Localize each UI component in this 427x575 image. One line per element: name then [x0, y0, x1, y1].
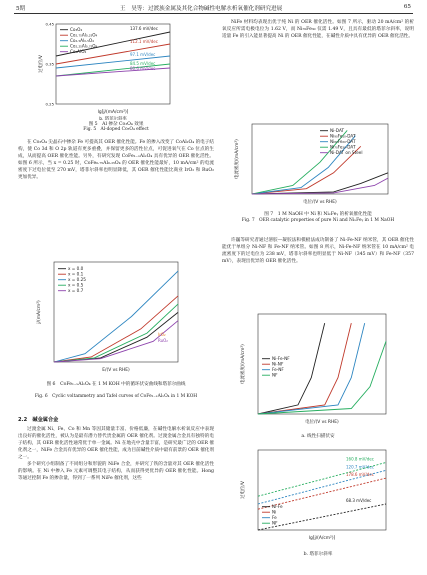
figure-6-caption-en: Fig. 6 Cyclic voltammetry and Tafel curves of CoFe₁₋ₓAlₓO₄ in 1 M KOH	[34, 394, 198, 399]
section-heading: 2.2 碱金属合金	[18, 417, 59, 423]
series-line	[252, 173, 388, 194]
legend-label: Ni-Fe-NF	[272, 356, 290, 361]
figure-8b-subcaption: b. 塔菲尔斜率	[303, 552, 333, 557]
reference-label: IrO₂	[158, 332, 166, 337]
plot-frame	[258, 450, 386, 530]
legend-label: Fe	[272, 515, 277, 520]
legend-label: NF	[272, 372, 278, 378]
slope-label: 84.5 mV/dec	[130, 61, 156, 66]
legend-label: Ni-NF	[272, 361, 284, 367]
figure-7-caption-cn: 图 7 1 M NaOH 中 Ni 和 NiₓFeᵧ 的析氧催化性能	[264, 212, 372, 217]
legend-label: Ni-DAT on Steel	[330, 150, 363, 155]
x-axis-label: 电位/(V vs RHE)	[303, 200, 337, 205]
slope-label: 160.8 mV/dec	[346, 456, 374, 462]
figure-6-caption-cn: 图 6 CoFe₁₋ₓAlₓO₄ 在 1 M KOH 中的循环伏安曲线和塔菲尔曲线	[46, 382, 186, 387]
legend-label: Co₂.₅Al₀.₅O₄	[70, 38, 94, 43]
left-paragraph-1	[18, 140, 214, 260]
paragraph: 许巍等研究者通过溶胶—凝胶法和模板法成功制备了 Ni-Fe-NF 纳米管，其 OER 催化性能优于单组分 Ni-NF 和 Fe-NF 纳米管。如图 8 所示，Ni-Fe-NF 纳米管在 10 mA/cm² 电流密度下的过电位为 238 mV，塔菲尔斜率也明显低于 Ni-NF（345 mV）和 Fe-NF（357 mV），表现出优异的 OER 催化活性。	[222, 238, 414, 264]
paragraph: 在 Co₃O₄ 尖晶石中掺杂 Fe 可提高其 OER 催化性能。Fe 的掺入改变了 CoAl₂O₄ 的电子结构，使 Co 3d 和 O 2p 轨道有更多重叠，并保留更多的活性位点，可促进氧气在 Co 位点的生成，从而提高 OER 催化性能。另外，有研究发现 CoFe₁₋ₓAlₓO₄ 具有优异的 OER 催化活性。如图 6 所示，当 x = 0.25 时，CoFe₀.₇₅Al₀.₂₅O₄ 的 OER 催化性能最好，10 mA/cm² 的电流密度下过电位低至 270 mV，塔菲尔斜率也明显降低，其 OER 催化性能比商业 IrO₂ 和 RuO₂ 更加优异。	[18, 140, 214, 180]
figure-8b-chart	[222, 446, 414, 550]
slope-label: 137.6 mV/dec	[130, 26, 158, 31]
figure-8a	[222, 310, 414, 434]
legend-label: Co₃O₄	[70, 27, 83, 32]
legend-label: NF	[272, 520, 278, 526]
legend-label: x = 0.25	[68, 277, 86, 282]
slope-label: 97.1 mV/dec	[130, 52, 156, 57]
legend-label: Fe-NF	[272, 367, 284, 372]
legend-label: Co₂AlO₄	[70, 49, 87, 54]
plot-frame	[252, 124, 388, 194]
figure-5-chart	[18, 22, 214, 120]
series-line	[258, 323, 325, 414]
y-axis-label: 过电位/V	[39, 55, 44, 73]
legend-label: x = 0.1	[68, 271, 84, 277]
figure-7	[222, 122, 414, 208]
y-axis-label: 电流密度/(mA/cm²)	[241, 344, 246, 384]
x-axis-label: lg[j/(mA/cm²)]	[97, 110, 129, 115]
slope-label: 120.7 mV/dec	[346, 464, 374, 470]
figure-8a-chart	[222, 310, 414, 434]
series-line	[258, 463, 386, 497]
legend-label: Ni₇₀Fe₃₀-DAT	[330, 144, 356, 150]
figure-7-caption-en: Fig. 7 OER catalytic properties of pure Ni and NiₓFeᵧ in 1 M NaOH	[241, 218, 395, 223]
x-axis-label: lg[j/(A/cm²)]	[308, 536, 336, 541]
y-axis-label: 电流密度/(mA/cm²)	[235, 139, 240, 179]
y-axis-label: 过电位/V	[241, 481, 246, 499]
slope-label: 178.6 mV/dec	[346, 472, 374, 478]
legend-label: x = 0.0	[68, 266, 84, 271]
figure-5-caption-en: Fig. 5 Al-doped Co₃O₄ effect	[83, 127, 149, 132]
y-axis-label: j/(mA/cm²)	[37, 300, 42, 324]
legend-label: Ni-Fe	[272, 504, 283, 509]
slope-label: 68.3 mV/dec	[346, 498, 372, 504]
y-tick-label: 0.35	[45, 61, 54, 67]
page-journal-issue: 5期	[16, 6, 26, 12]
figure-6-chart	[18, 258, 214, 380]
figure-6	[18, 258, 214, 380]
series-line	[258, 341, 386, 414]
subcaption: b. 塔菲尔斜率	[99, 117, 127, 120]
legend-label: Ni	[272, 509, 277, 515]
legend-label: x = 0.7	[68, 288, 84, 293]
x-axis-label: E/(V vs RHE)	[102, 368, 130, 373]
figure-8a-subcaption: a. 线性扫描伏安	[301, 434, 335, 439]
legend-label: Co₂.₂₅Al₀.₇₅O₄	[70, 43, 98, 49]
figure-7-chart	[222, 122, 414, 208]
x-axis-label: 电位/(V vs RHE)	[305, 420, 339, 425]
paragraph: 过渡金属 Ni、Fe、Co 和 Mn 等因其储量丰富、价格低廉，在碱性电解水析氧反应中表现出良好的催化活性，被认为是最有潜力替代贵金属的 OER 催化剂。过渡金属合金具有独特的电子结构，其 OER 催化活性通常优于单一金属。Ni 在地壳中含量丰富，是研究最广泛的 OER 催化剂之一，NiFe 合金具有优异的 OER 催化性能，成为目前碱性介质中最有前景的 OER 催化剂之一。	[18, 426, 214, 460]
running-title: 王 昊等：过渡族金属及其化合物碱性电解水析氧催化剂研究进展	[120, 6, 283, 12]
legend-label: x = 0.5	[68, 282, 84, 288]
figure-8b	[222, 446, 414, 550]
figure-5	[18, 22, 214, 120]
paragraph: NiFe 材料均表现出优于纯 Ni 的 OER 催化活性。如图 7 所示，驱动 20 mA/cm² 的析氧反应所需电极电位为 1.62 V，而 Ni₇₀Fe₃₀ 仅需 1.49 V，且具有最低的塔菲尔斜率，说明适量 Fe 的引入能显著提高 Ni 的 OER 催化性能，在碱性介质中具有优异的 OER 催化活性。	[222, 20, 414, 39]
slope-label: 80.6 mV/dec	[130, 66, 156, 71]
right-paragraph-2	[222, 238, 414, 310]
y-tick-label: 0.45	[45, 22, 54, 27]
figure-5-caption-cn: 图 5 Al 掺杂 Co₃O₄ 效果	[88, 122, 144, 127]
right-paragraph-1	[222, 20, 414, 130]
header-rule	[14, 13, 413, 14]
legend-label: Ni₉₀Fe₁₀-DAT	[330, 133, 356, 139]
page-number: 65	[403, 4, 411, 10]
slope-label: 112.1 mV/dec	[130, 39, 158, 44]
y-tick-label: 0.25	[45, 101, 54, 107]
legend-label: Ni-DAT	[330, 128, 345, 133]
legend-label: Ni₈₀Fe₂₀-DAT	[330, 139, 356, 144]
legend-label: Co₂.₇₅Al₀.₂₅O₄	[70, 32, 98, 38]
paragraph: 多个研究小组制备了不同组分和形貌的 NiFe 合金，并研究了铁的含量对其 OER 催化活性的影响。在 Ni 中掺入 Fe 元素可调整其电子结构，从而获得更优异的 OER 催化性能。Hong 等通过控制 Fe 的掺杂量，得到了一系列 NiFe 催化剂，这些	[18, 462, 214, 482]
reference-label: RuO₂	[158, 338, 168, 343]
left-text-block	[18, 412, 214, 570]
